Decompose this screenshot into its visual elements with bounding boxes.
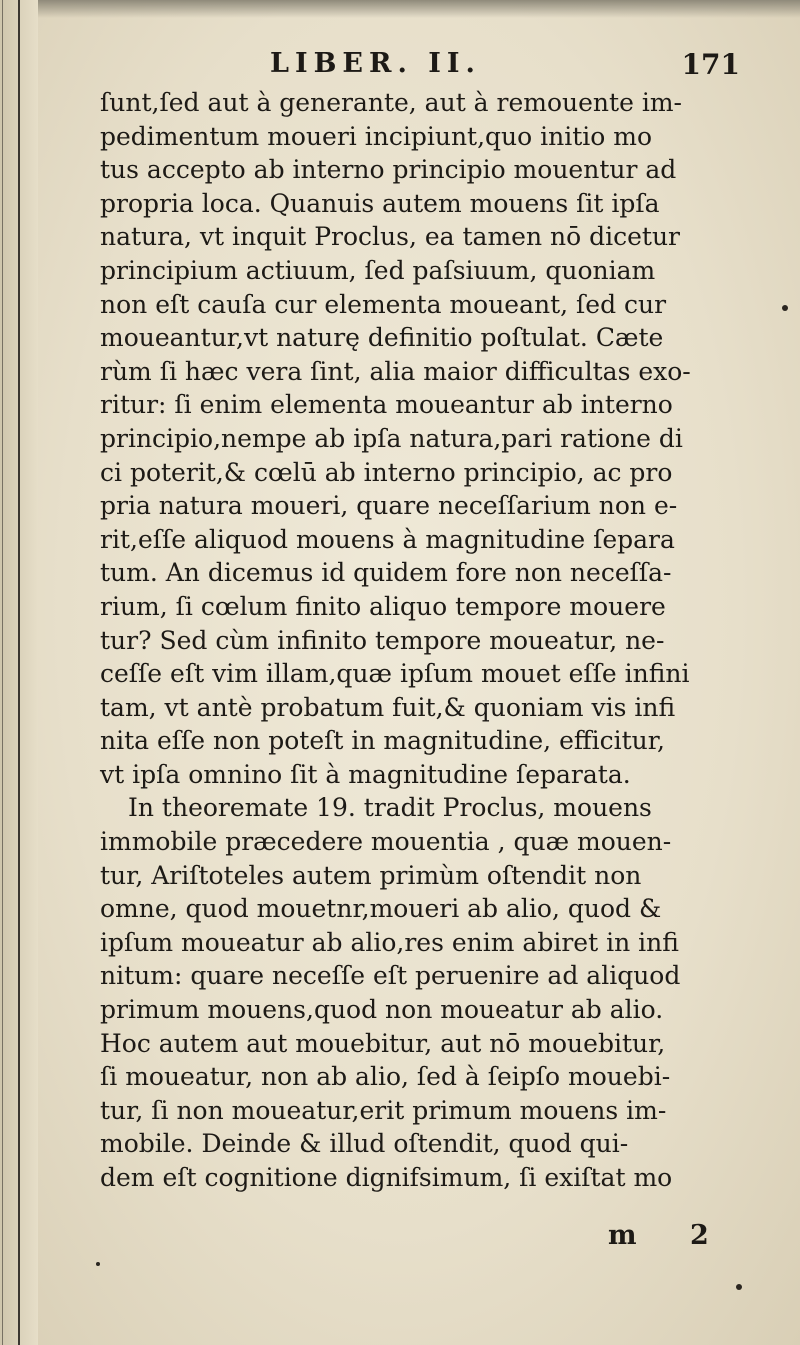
text-line: tur, Ariſtoteles autem primùm oſtendit non bbox=[100, 860, 642, 890]
text-line: omne, quod mouetnr,moueri ab alio, quod & bbox=[100, 894, 662, 924]
ink-speck bbox=[736, 1284, 742, 1290]
text-line: natura, vt inquit Proclus, ea tamen nō dicetur bbox=[100, 222, 680, 252]
text-line: tur, ſi non moueatur,erit primum mouens im- bbox=[100, 1095, 667, 1125]
text-line: vt ipſa omnino ſit à magnitudine ſeparata. bbox=[100, 759, 631, 789]
text-line: ſi moueatur, non ab alio, ſed à ſeipſo mouebi- bbox=[100, 1062, 671, 1092]
text-line: moueantur,vt naturę definitio poſtulat. Cæte bbox=[100, 323, 664, 353]
paragraph-start-line: In theoremate 19. tradit Proclus, mouens bbox=[128, 793, 652, 823]
text-line: mobile. Deinde & illud oſtendit, quod qui- bbox=[100, 1129, 629, 1159]
text-line: ci poterit,& cœlū ab interno principio, ac pro bbox=[100, 457, 673, 487]
running-head: LIBER. II. bbox=[270, 48, 481, 79]
text-line: propria loca. Quanuis autem mouens ſit ipſa bbox=[100, 188, 660, 218]
text-line: pedimentum moueri incipiunt,quo initio mo bbox=[100, 121, 653, 151]
text-line: rium, ſi cœlum finito aliquo tempore mouere bbox=[100, 591, 666, 621]
text-line: ipſum moueatur ab alio,res enim abiret in infi bbox=[100, 927, 679, 957]
text-line: rit,eſſe aliquod mouens à magnitudine ſepara bbox=[100, 524, 675, 554]
text-line: ritur: ſi enim elementa moueantur ab interno bbox=[100, 390, 673, 420]
text-line: immobile præcedere mouentia , quæ mouen- bbox=[100, 827, 672, 857]
text-line: Hoc autem aut mouebitur, aut nō mouebitur, bbox=[100, 1028, 666, 1058]
ink-speck bbox=[782, 305, 788, 311]
page-number: 171 bbox=[681, 48, 740, 81]
body-text bbox=[100, 86, 720, 1195]
signature-mark: m 2 bbox=[608, 1220, 731, 1251]
text-line: rùm ſi hæc vera ſint, alia maior difficultas exo- bbox=[100, 356, 691, 386]
text-line: tum. An dicemus id quidem fore non neceſſa- bbox=[100, 558, 672, 588]
binding-line bbox=[18, 0, 20, 1345]
text-line: nita eſſe non poteſt in magnitudine, efficitur, bbox=[100, 726, 665, 756]
text-line: dem eſt cognitione dignifsimum, ſi exiſtat mo bbox=[100, 1163, 673, 1192]
text-line: pria natura moueri, quare neceſſarium non e- bbox=[100, 491, 678, 521]
text-line: tur? Sed cùm infinito tempore moueatur, ne- bbox=[100, 625, 665, 655]
text-line: principio,nempe ab ipſa natura,pari ratione di bbox=[100, 423, 683, 453]
binding-line-outer bbox=[2, 0, 3, 1345]
page-top-shadow bbox=[0, 0, 800, 18]
text-line: primum mouens,quod non moueatur ab alio. bbox=[100, 995, 664, 1025]
text-line: ceſſe eſt vim illam,quæ ipſum mouet eſſe infini bbox=[100, 659, 690, 689]
text-line: principium actiuum, ſed paſsiuum, quoniam bbox=[100, 255, 656, 285]
text-line: tam, vt antè probatum fuit,& quoniam vis infi bbox=[100, 692, 676, 722]
ink-speck bbox=[96, 1262, 100, 1266]
page-header bbox=[100, 48, 740, 88]
text-line: non eſt cauſa cur elementa moueant, ſed cur bbox=[100, 289, 667, 319]
text-line: tus accepto ab interno principio mouentur ad bbox=[100, 155, 677, 185]
text-line: nitum: quare neceſſe eſt peruenire ad aliquod bbox=[100, 961, 681, 991]
text-line: ſunt,ſed aut à generante, aut à remouente im- bbox=[100, 88, 682, 117]
